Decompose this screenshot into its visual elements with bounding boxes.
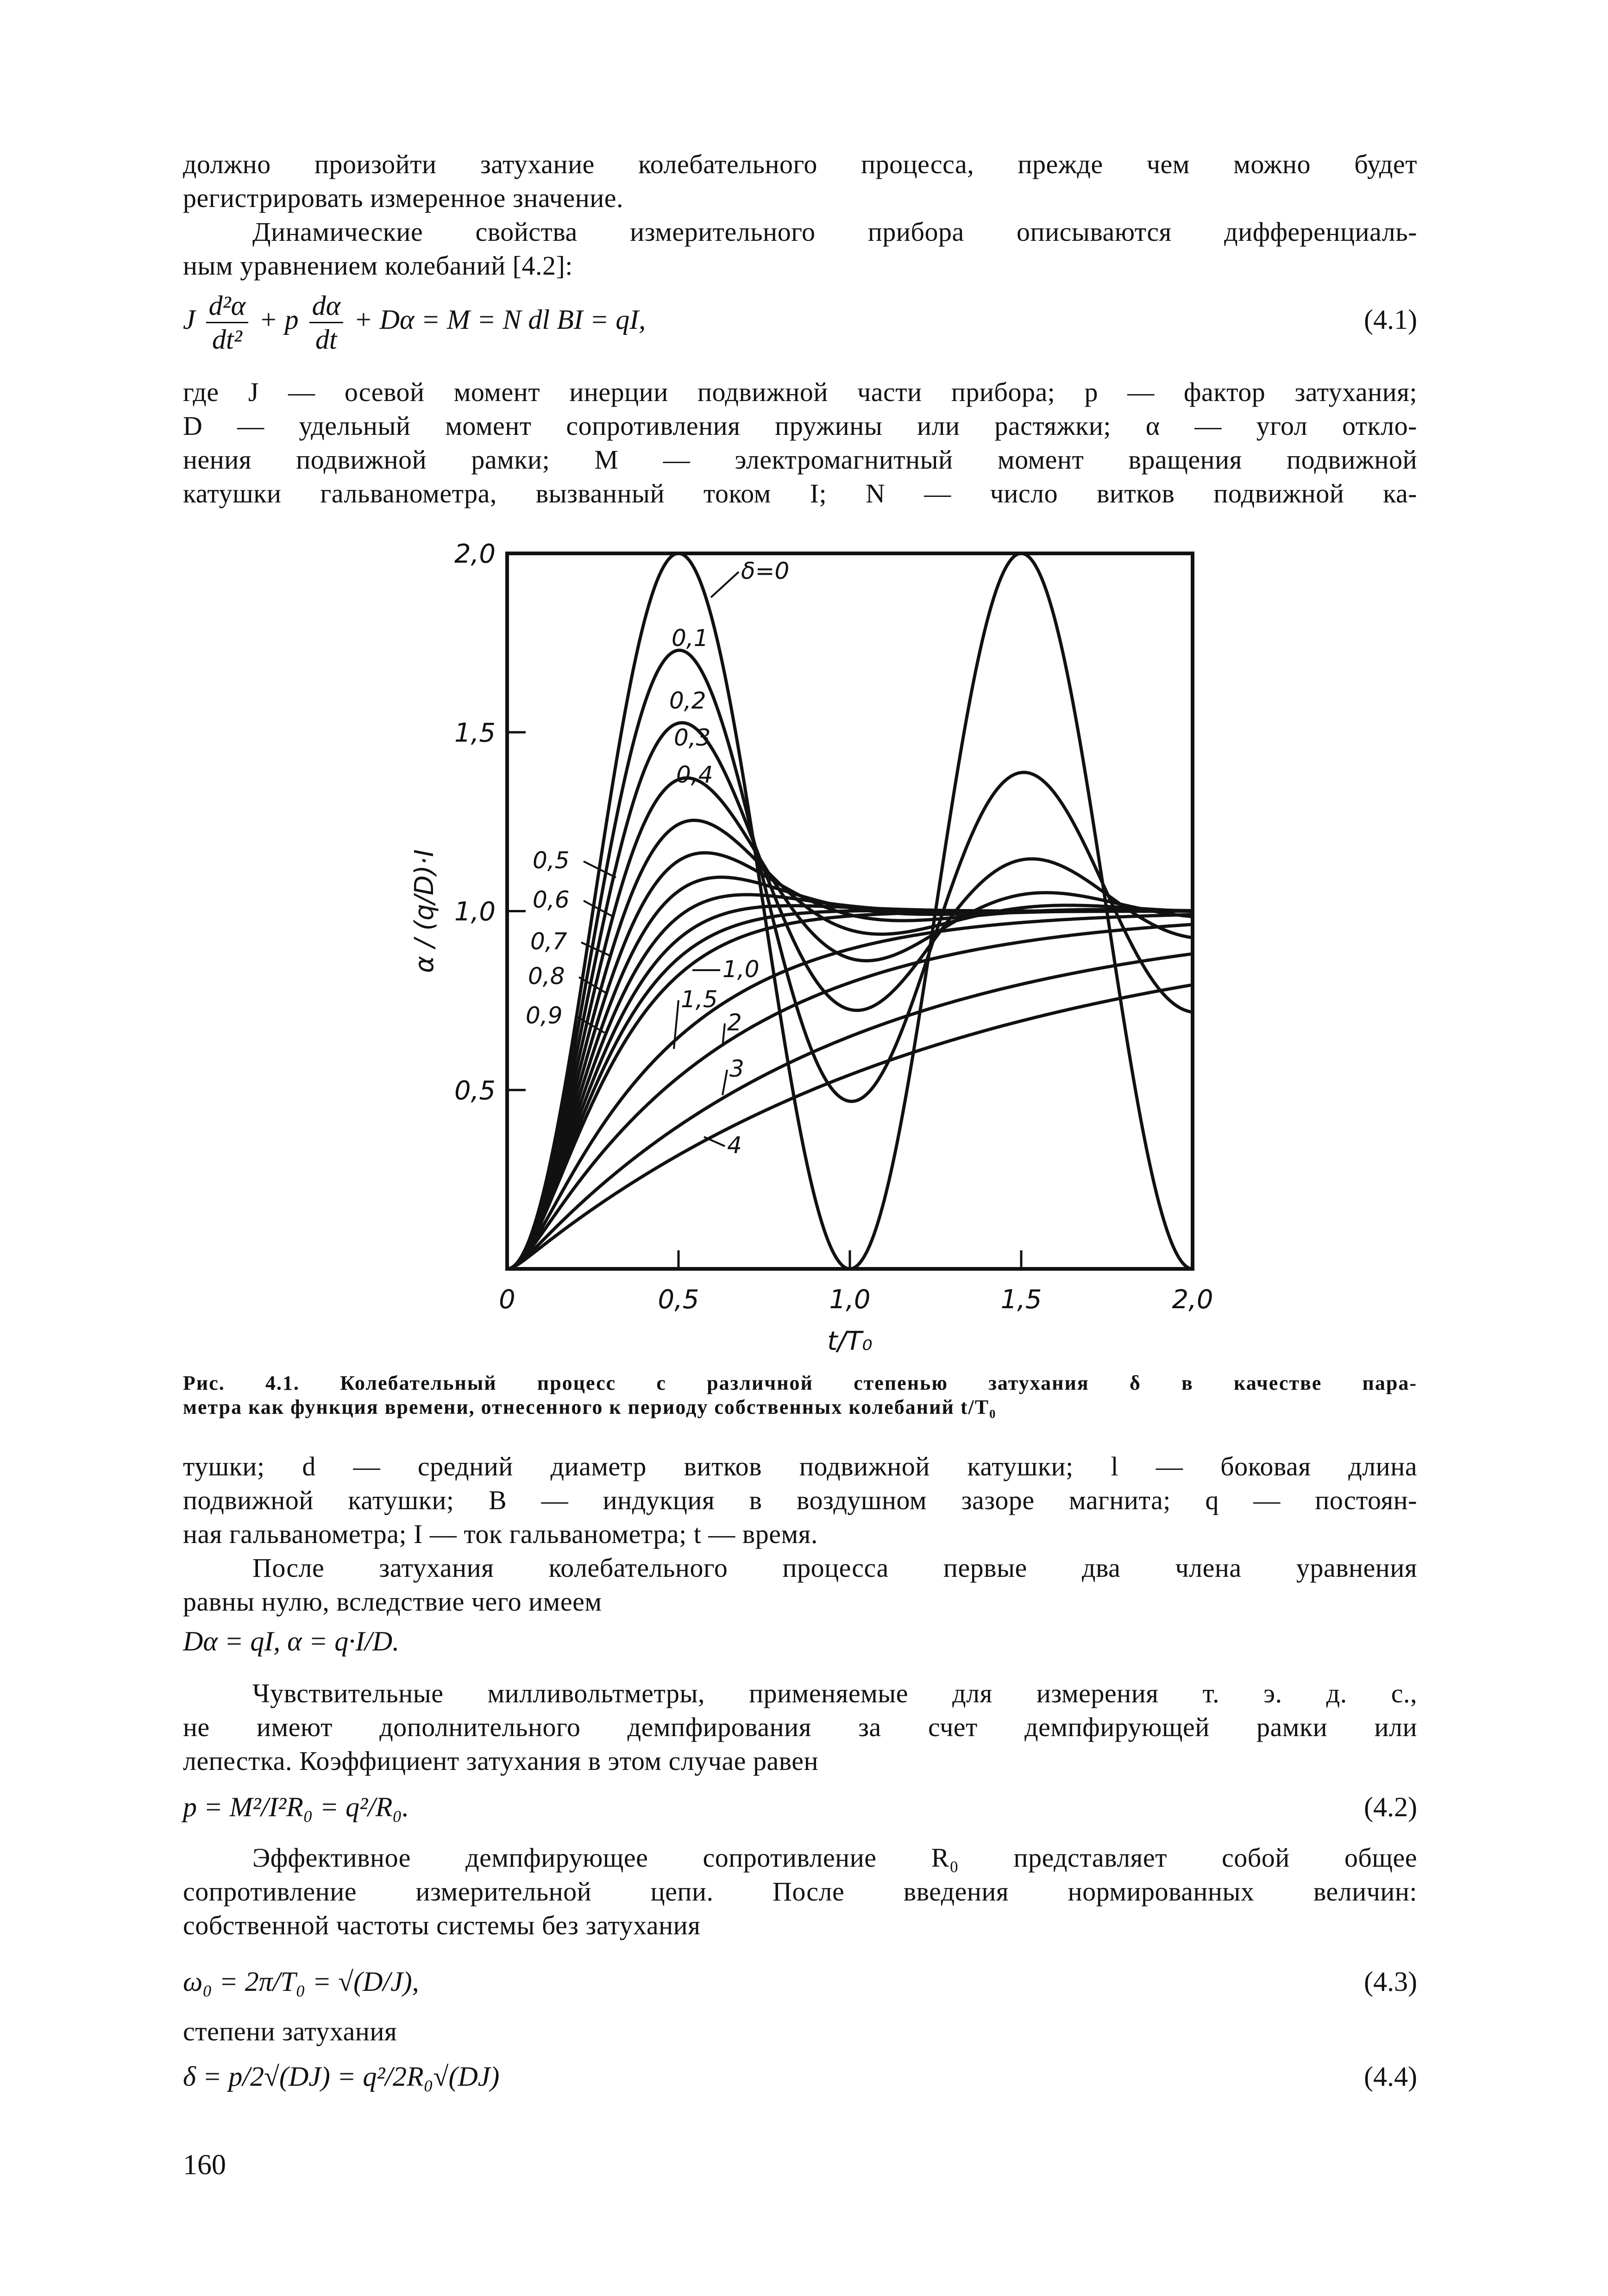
x-tick-label: 2,0 [1172, 1285, 1213, 1315]
text-line: Эффективное демпфирующее сопротивление R₀ представляет собой общее [252, 1843, 1417, 1873]
y-tick-label: 0,5 [454, 1075, 496, 1106]
y-axis-label: α / (q/D)·I [409, 849, 440, 973]
curve-label: 1,0 [722, 956, 760, 983]
curve-delta-1-5 [507, 915, 1193, 1269]
curve-label: δ=0 [741, 558, 790, 584]
label-leader [704, 1137, 725, 1146]
text-line: лепестка. Коэффициент затухания в этом случае равен [183, 1746, 819, 1776]
curve-label: 1,5 [681, 986, 718, 1013]
curve-delta-0-9 [507, 910, 1193, 1269]
fraction: $\frac{\text{d²α}}{\text{dt²}}$ [206, 289, 248, 356]
text-line: нения подвижной рамки; M — электромагнитный момент вращения подвижной [183, 445, 1417, 475]
figure-caption: Рис. 4.1. Колебательный процесс с различной степенью затухания δ в качестве пара- [183, 1372, 1417, 1394]
text-line: не имеют дополнительного демпфирования за счет демпфирующей рамки или [183, 1712, 1417, 1742]
x-tick-label: 1,0 [829, 1285, 871, 1315]
text-line: подвижной катушки; B — индукция в воздушном зазоре магнита; q — постоян- [183, 1485, 1417, 1515]
curve-delta-2 [507, 924, 1193, 1269]
x-tick-label: 0 [499, 1285, 515, 1315]
text-line: Динамические свойства измерительного прибора описываются дифференциаль- [252, 217, 1417, 247]
y-tick-label: 1,0 [454, 897, 496, 927]
text-line: регистрировать измеренное значение. [183, 183, 624, 213]
label-leader [674, 1000, 678, 1049]
x-tick-label: 1,5 [1000, 1285, 1042, 1315]
equation-steady-state: Dα = qI, α = q·I/D. [183, 1626, 400, 1656]
eq-term: J [183, 304, 195, 335]
equation-4-3: ω₀ = 2π/T₀ = √(D/J), (4.3) [183, 1966, 1417, 1997]
equation-number: (4.4) [1364, 2061, 1417, 2092]
fraction: $\frac{d\alpha}{dt}$ [309, 289, 344, 356]
text-line: сопротивление измерительной цепи. После введения нормированных величин: [183, 1876, 1417, 1907]
curve-label: 4 [727, 1132, 742, 1159]
equation-4-2: p = M²/I²R₀ = q²/R₀. (4.2) [183, 1792, 1417, 1822]
page-number: 160 [183, 2149, 226, 2181]
label-leader [711, 572, 739, 597]
curve-delta-1 [507, 911, 1193, 1269]
text-line: степени затухания [183, 2016, 397, 2046]
equation-4-4: δ = p/2√(DJ) = q²/2R₀√(DJ) (4.4) [183, 2061, 1417, 2092]
text-line: тушки; d — средний диаметр витков подвижной катушки; l — боковая длина [183, 1451, 1417, 1481]
text-line: где J — осевой момент инерции подвижной части прибора; p — фактор затухания; [183, 377, 1417, 407]
equation-number: (4.3) [1364, 1966, 1417, 1997]
text-line: D — удельный момент сопротивления пружины или растяжки; α — угол откло- [183, 411, 1417, 441]
x-axis-label: t/T₀ [827, 1326, 873, 1356]
figure-caption: метра как функция времени, отнесенного к периоду собственных колебаний t/T₀ [183, 1396, 997, 1418]
curve-label: 0,9 [526, 1002, 563, 1029]
curve-label: 0,3 [674, 724, 711, 751]
text-line: катушки гальванометра, вызванный током I; N — число витков подвижной ка- [183, 478, 1417, 508]
equation-number: (4.2) [1364, 1792, 1417, 1822]
curve-label: 0,4 [676, 761, 713, 788]
text-line: равны нулю, вследствие чего имеем [183, 1587, 602, 1617]
curve-label: 0,1 [672, 625, 709, 652]
text-line: ным уравнением колебаний [4.2]: [183, 251, 573, 281]
text-line: Чувствительные милливольтметры, применяемые для измерения т. э. д. с., [252, 1678, 1417, 1708]
text-line: ная гальванометра; I — ток гальванометра; t — время. [183, 1519, 818, 1549]
curve-label: 0,7 [530, 928, 567, 955]
curve-label: 3 [729, 1055, 744, 1082]
x-tick-label: 0,5 [658, 1285, 699, 1315]
label-leader [722, 1070, 727, 1095]
y-tick-label: 2,0 [454, 539, 496, 569]
eq-term: + Dα = M = N dl BI = qI, [354, 304, 646, 335]
curve-label: 0,5 [533, 847, 570, 874]
curve-label: 2 [727, 1009, 742, 1036]
y-tick-label: 1,5 [454, 718, 496, 748]
curve-label: 0,8 [528, 963, 565, 990]
curve-delta-0-6 [507, 877, 1193, 1269]
eq-term: + p [259, 304, 299, 335]
text-line: собственной частоты системы без затухания [183, 1910, 701, 1940]
curve-label: 0,2 [669, 687, 706, 714]
equation-number: (4.1) [1364, 304, 1417, 335]
text-line: должно произойти затухание колебательного процесса, прежде чем можно будет [183, 149, 1417, 179]
curve-label: 0,6 [533, 886, 570, 913]
text-line: После затухания колебательного процесса первые два члена уравнения [252, 1553, 1417, 1583]
